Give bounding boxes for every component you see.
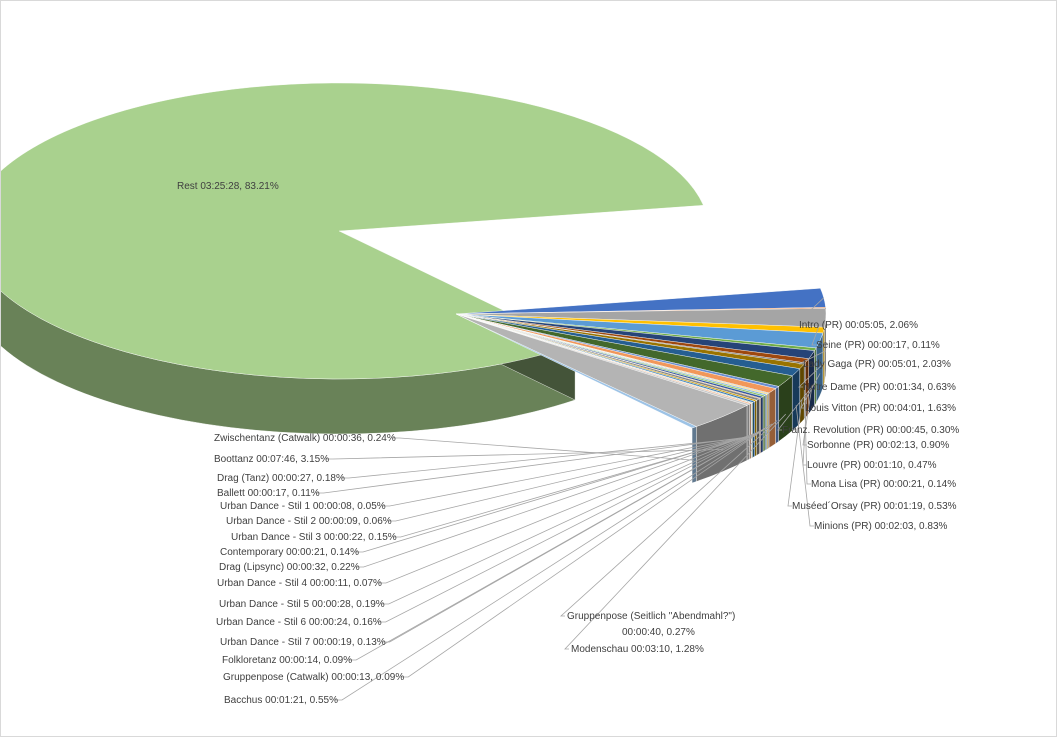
- data-label-boottanz-00-07-46-3-15: Boottanz 00:07:46, 3.15%: [214, 454, 330, 465]
- pie-chart: [1, 1, 1057, 738]
- data-label-folkloretanz-00-00-14-0-09: Folkloretanz 00:00:14, 0.09%: [222, 655, 353, 666]
- data-label-urban-dance-stil-2-00-00-09-0-06: Urban Dance - Stil 2 00:00:09, 0.06%: [226, 516, 392, 527]
- data-label-urban-dance-stil-5-00-00-28-0-19: Urban Dance - Stil 5 00:00:28, 0.19%: [219, 599, 385, 610]
- slice-side-urban-dance-stil-7-00-00-19-0-13: [765, 394, 767, 450]
- data-label-urban-dance-stil-1-00-00-08-0-05: Urban Dance - Stil 1 00:00:08, 0.05%: [220, 501, 386, 512]
- slice-side-bacchus-00-01-21-0-55: [769, 389, 776, 448]
- data-label-intro-pr-00-05-05-2-06: Intro (PR) 00:05:05, 2.06%: [799, 320, 918, 331]
- data-label-urban-dance-stil-7-00-00-19-0-13: Urban Dance - Stil 7 00:00:19, 0.13%: [220, 637, 386, 648]
- data-label-franz-revolution-pr-00-00-45-0-30: Franz. Revolution (PR) 00:00:45, 0.30%: [782, 425, 960, 436]
- leader-line: [561, 420, 777, 616]
- data-label-sorbonne-pr-00-02-13-0-90: Sorbonne (PR) 00:02:13, 0.90%: [807, 440, 950, 451]
- data-label-rest: Rest 03:25:28, 83.21%: [177, 181, 279, 192]
- data-label-drag-lipsync-00-00-32-0-22: Drag (Lipsync) 00:00:32, 0.22%: [219, 562, 360, 573]
- leader-line: [392, 438, 694, 460]
- data-label-lady-gaga-pr-00-05-01-2-03: Lady Gaga (PR) 00:05:01, 2.03%: [803, 359, 951, 370]
- slice-side-gruppenpose-seitlich-abendmahl-00-00-40-: [776, 386, 779, 443]
- data-label-zwischentanz-catwalk-00-00-36-0-24: Zwischentanz (Catwalk) 00:00:36, 0.24%: [214, 433, 396, 444]
- data-label-ballett-00-00-17-0-11: Ballett 00:00:17, 0.11%: [217, 488, 320, 499]
- data-label-gruppenpose-catwalk-00-00-13-0-09: Gruppenpose (Catwalk) 00:00:13, 0.09%: [223, 672, 405, 683]
- data-label-louvre-pr-00-01-10-0-47: Louvre (PR) 00:01:10, 0.47%: [807, 460, 937, 471]
- data-label-contemporary-00-00-21-0-14: Contemporary 00:00:21, 0.14%: [220, 547, 359, 558]
- data-label-modenschau-00-03-10-1-28: Modenschau 00:03:10, 1.28%: [571, 644, 704, 655]
- slice-side-drag-tanz-00-00-27-0-18: [747, 404, 750, 460]
- data-label-urban-dance-stil-4-00-00-11-0-07: Urban Dance - Stil 4 00:00:11, 0.07%: [217, 578, 382, 589]
- data-label-notre-dame-pr-00-01-34-0-63: Notre Dame (PR) 00:01:34, 0.63%: [803, 382, 956, 393]
- slice-side-mus-ed-orsay-pr-00-01-19-0-53: [800, 364, 804, 424]
- data-label-minions-pr-00-02-03-0-83: Minions (PR) 00:02:03, 0.83%: [814, 521, 948, 532]
- data-label-louis-vitton-pr-00-04-01-1-63: Louis Vitton (PR) 00:04:01, 1.63%: [805, 403, 957, 414]
- data-label-urban-dance-stil-3-00-00-22-0-15: Urban Dance - Stil 3 00:00:22, 0.15%: [231, 532, 397, 543]
- slice-side-drag-lipsync-00-00-32-0-22: [757, 399, 760, 456]
- data-label-drag-tanz-00-00-27-0-18: Drag (Tanz) 00:00:27, 0.18%: [217, 473, 345, 484]
- data-label-mus-ed-orsay-pr-00-01-19-0-53: Muséed´Orsay (PR) 00:01:19, 0.53%: [792, 501, 957, 512]
- data-label-gruppenpose-seitlich-abendmahl: Gruppenpose (Seitlich "Abendmahl?") 00:00:40, 0.27%: [567, 611, 736, 638]
- data-label-mona-lisa-pr-00-00-21-0-14: Mona Lisa (PR) 00:00:21, 0.14%: [811, 479, 957, 490]
- slice-side-minions-pr-00-02-03-0-83: [792, 369, 800, 431]
- data-label-bacchus-00-01-21-0-55: Bacchus 00:01:21, 0.55%: [224, 695, 338, 706]
- data-label-seine-pr-00-00-17-0-11: Seine (PR) 00:00:17, 0.11%: [816, 340, 940, 351]
- slice-side-notre-dame-pr-00-01-34-0-63: [823, 327, 825, 388]
- data-label-urban-dance-stil-6-00-00-24-0-16: Urban Dance - Stil 6 00:00:24, 0.16%: [216, 617, 382, 628]
- slice-side-urban-dance-stil-6-00-00-24-0-16: [763, 395, 765, 451]
- slice-side-contemporary-00-00-21-0-14: [755, 400, 757, 456]
- slice-side-urban-dance-stil-5-00-00-28-0-19: [760, 397, 762, 453]
